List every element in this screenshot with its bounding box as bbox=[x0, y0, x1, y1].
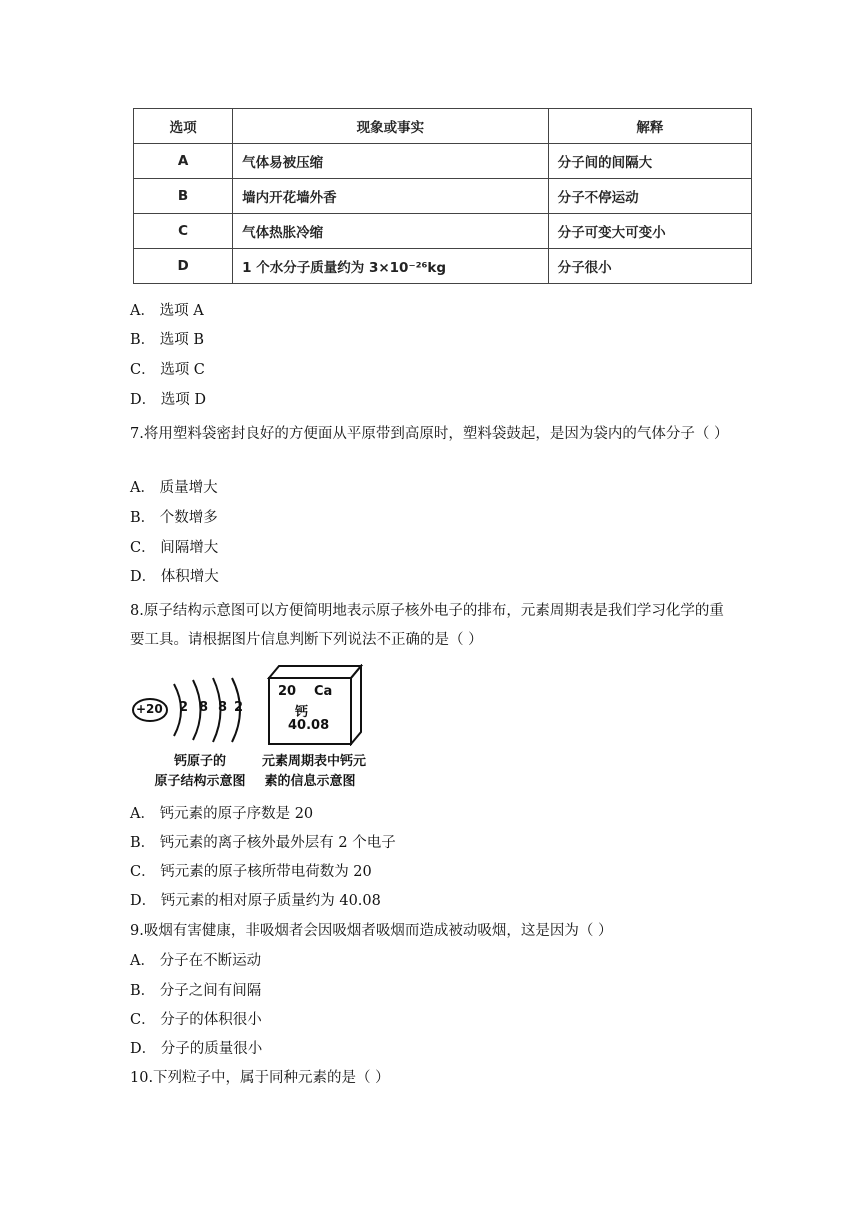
header-explain: 解释 bbox=[548, 109, 751, 144]
row-option: C bbox=[134, 214, 233, 249]
cell-top-face bbox=[269, 666, 361, 678]
q7-choice-d[interactable]: D． 体积增大 bbox=[130, 569, 219, 585]
row-fact: 墙内开花墙外香 bbox=[233, 179, 549, 214]
q7-choice-b[interactable]: B． 个数增多 bbox=[130, 510, 218, 526]
q9-choice-a[interactable]: A． 分子在不断运动 bbox=[130, 953, 262, 969]
q7-choice-c[interactable]: C． 间隔增大 bbox=[130, 540, 219, 556]
q6-choice-b[interactable]: B． 选项 B bbox=[130, 332, 205, 348]
cell-symbol: Ca bbox=[314, 684, 333, 699]
caption-cell-line2: 素的信息示意图 bbox=[264, 774, 356, 789]
q8-choice-d[interactable]: D． 钙元素的相对原子质量约为 40.08 bbox=[130, 893, 381, 909]
row-option: B bbox=[134, 179, 233, 214]
caption-atom-line2: 原子结构示意图 bbox=[154, 774, 246, 789]
q9-choice-c[interactable]: C． 分子的体积很小 bbox=[130, 1012, 262, 1028]
q6-choice-c[interactable]: C． 选项 C bbox=[130, 362, 205, 378]
row-fact: 1 个水分子质量约为 3×10⁻²⁶kg bbox=[233, 249, 549, 284]
caption-cell-line1: 元素周期表中钙元 bbox=[261, 754, 366, 769]
shell-count: 2 bbox=[234, 700, 244, 715]
row-option: A bbox=[134, 144, 233, 179]
q9-choice-b[interactable]: B． 分子之间有间隔 bbox=[130, 983, 262, 999]
q8-choice-a[interactable]: A． 钙元素的原子序数是 20 bbox=[130, 806, 314, 822]
nucleus-charge: +20 bbox=[136, 702, 163, 716]
table-row bbox=[134, 144, 752, 179]
q9-choice-d[interactable]: D． 分子的质量很小 bbox=[130, 1041, 263, 1057]
periodic-cell-box bbox=[265, 664, 365, 746]
q8-choice-b[interactable]: B． 钙元素的离子核外最外层有 2 个电子 bbox=[130, 835, 396, 851]
q10-stem: 10.下列粒子中，属于同种元素的是（ ） bbox=[130, 1070, 390, 1086]
row-option: D bbox=[134, 249, 233, 284]
caption-atom-line1: 钙原子的 bbox=[173, 754, 226, 769]
table-row bbox=[134, 179, 752, 214]
q8-stem: 8.原子结构示意图可以方便简明地表示原子核外电子的排布，元素周期表是我们学习化学的重要工具。请根据图片信息判断下列说法不正确的是（ ） bbox=[130, 603, 724, 648]
shell-count: 8 bbox=[218, 700, 228, 715]
row-fact: 气体易被压缩 bbox=[233, 144, 549, 179]
q8-choice-c[interactable]: C． 钙元素的原子核所带电荷数为 20 bbox=[130, 864, 372, 880]
header-fact: 现象或事实 bbox=[233, 109, 549, 144]
q9-stem: 9.吸烟有害健康，非吸烟者会因吸烟者吸烟而造成被动吸烟，这是因为（ ） bbox=[130, 923, 613, 939]
q6-choice-a[interactable]: A． 选项 A bbox=[130, 303, 204, 319]
cell-atomic-number: 20 bbox=[278, 684, 297, 699]
options-table bbox=[133, 108, 752, 284]
q7-choice-a[interactable]: A． 质量增大 bbox=[130, 480, 218, 496]
q8-figure bbox=[130, 664, 370, 794]
cell-mass: 40.08 bbox=[288, 718, 330, 733]
header-option: 选项 bbox=[134, 109, 233, 144]
row-explain: 分子间的间隔大 bbox=[548, 144, 751, 179]
q6-choice-d[interactable]: D． 选项 D bbox=[130, 392, 206, 408]
shell-count: 8 bbox=[199, 700, 209, 715]
cell-side-face bbox=[351, 666, 361, 744]
shell-count: 2 bbox=[179, 700, 189, 715]
table-row bbox=[134, 214, 752, 249]
row-explain: 分子不停运动 bbox=[548, 179, 751, 214]
row-fact: 气体热胀冷缩 bbox=[233, 214, 549, 249]
cell-name: 钙 bbox=[295, 705, 309, 720]
row-explain: 分子可变大可变小 bbox=[548, 214, 751, 249]
q7-stem: 7.将用塑料袋密封良好的方便面从平原带到高原时，塑料袋鼓起，是因为袋内的气体分子（ ） bbox=[130, 426, 729, 442]
table-row bbox=[134, 249, 752, 284]
row-explain: 分子很小 bbox=[548, 249, 751, 284]
table-header-row bbox=[134, 109, 752, 144]
